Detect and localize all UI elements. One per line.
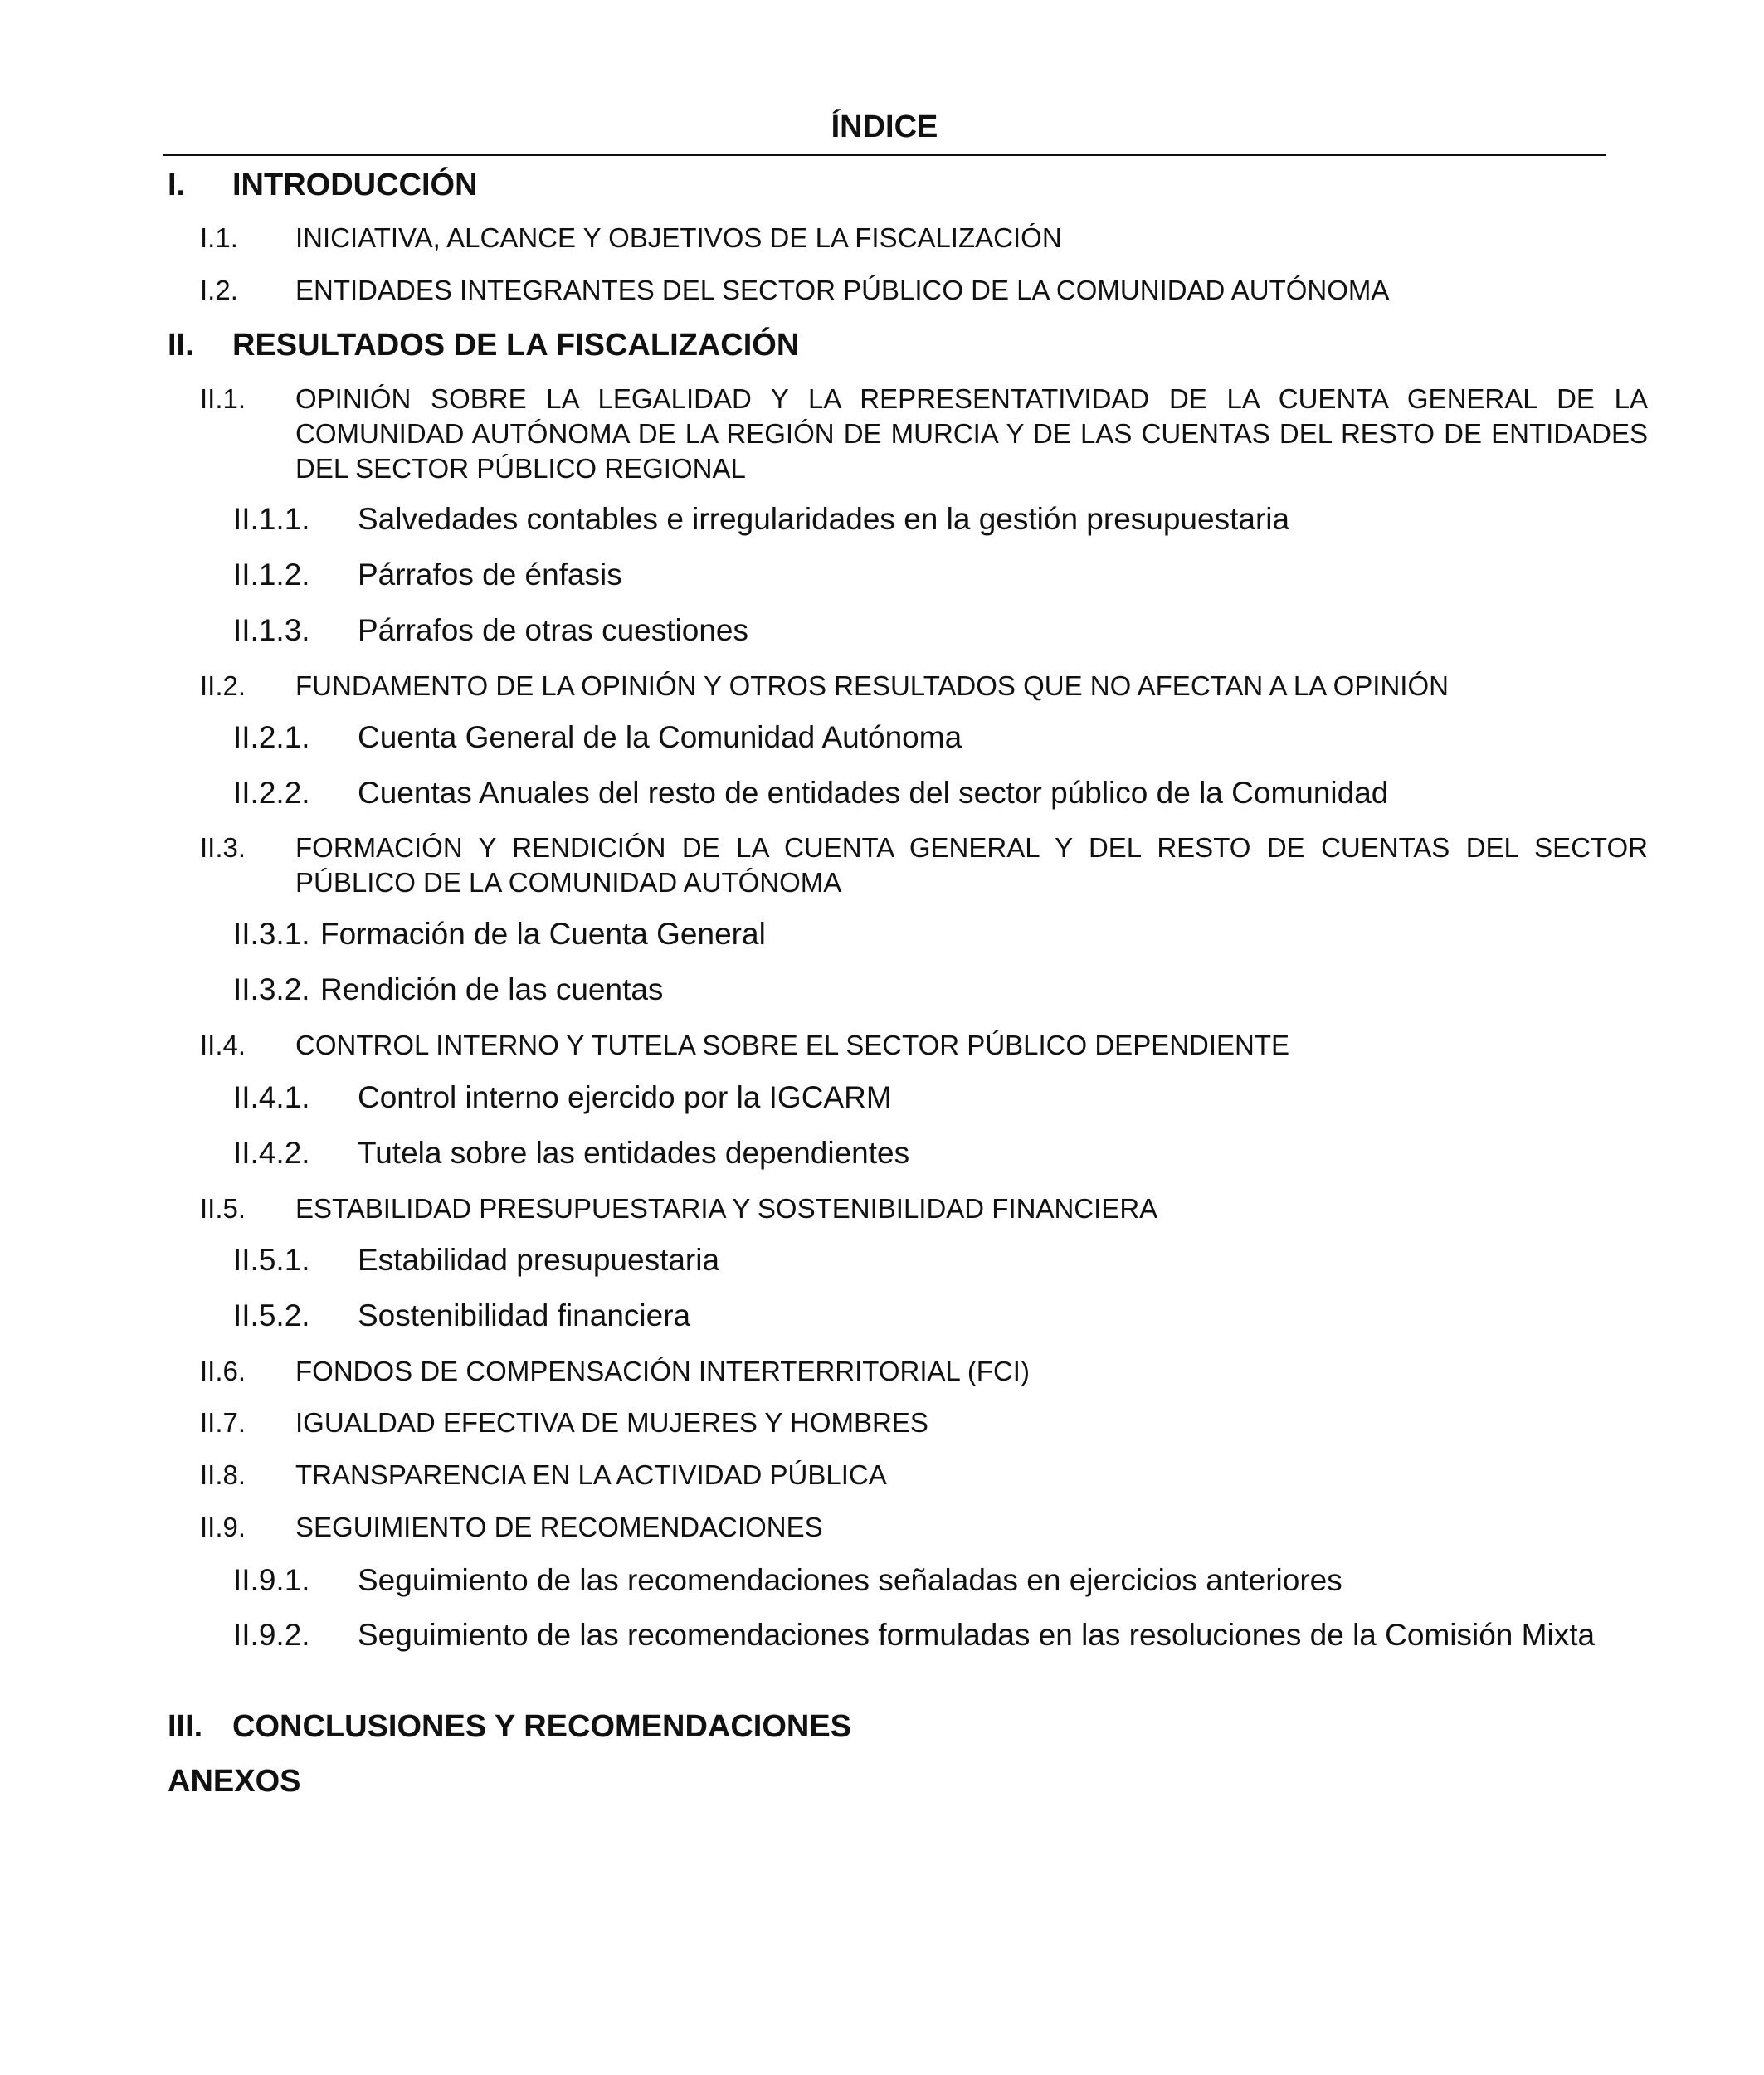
toc-entry-number: II.9.2. <box>233 1618 310 1652</box>
toc-entry-number: II.9. <box>200 1512 246 1542</box>
toc-entry-text: Párrafos de énfasis <box>358 558 622 592</box>
toc-entry-text: IGUALDAD EFECTIVA DE MUJERES Y HOMBRES <box>295 1407 928 1438</box>
toc-entry-text: Tutela sobre las entidades dependientes <box>358 1136 910 1170</box>
toc-entry-text: ENTIDADES INTEGRANTES DEL SECTOR PÚBLICO DE LA COMUNIDAD AUTÓNOMA <box>295 275 1390 305</box>
toc-entry-text: Estabilidad presupuestaria <box>358 1243 720 1277</box>
toc-entry-number: II.3.2. <box>233 972 310 1006</box>
toc-entry-text: Seguimiento de las recomendaciones señaladas en ejercicios anteriores <box>358 1563 1342 1597</box>
toc-entry-text: Párrafos de otras cuestiones <box>358 613 748 647</box>
toc-entry-number: II.1.2. <box>233 558 310 592</box>
toc-entry-number: II. <box>168 328 194 363</box>
toc-entry-number: II.3.1. <box>233 917 310 951</box>
toc-entry-text: SEGUIMIENTO DE RECOMENDACIONES <box>295 1512 823 1542</box>
toc-entry-text: CONCLUSIONES Y RECOMENDACIONES <box>232 1709 852 1744</box>
toc-entry-text: ANEXOS <box>168 1764 301 1799</box>
toc-entry-number: II.5.1. <box>233 1243 310 1277</box>
toc-entry-text: ESTABILIDAD PRESUPUESTARIA Y SOSTENIBILIDAD FINANCIERA <box>295 1193 1158 1224</box>
toc-entry-number: I.1. <box>200 222 238 253</box>
toc-entry-text: FONDOS DE COMPENSACIÓN INTERTERRITORIAL (FCI) <box>295 1356 1030 1386</box>
toc-entry-text: FORMACIÓN Y RENDICIÓN DE LA CUENTA GENERAL Y DEL RESTO DE CUENTAS DEL SECTOR PÚBLICO DE LA COMUNIDAD AUTÓNOMA <box>295 832 1648 898</box>
toc-entry-number: II.5. <box>200 1193 246 1224</box>
toc-entry-number: II.1. <box>200 383 246 414</box>
toc-entry-text: INICIATIVA, ALCANCE Y OBJETIVOS DE LA FISCALIZACIÓN <box>295 222 1062 253</box>
toc-entry-text: OPINIÓN SOBRE LA LEGALIDAD Y LA REPRESENTATIVIDAD DE LA CUENTA GENERAL DE LA COMUNIDAD AUTÓNOMA DE LA REGIÓN DE MURCIA Y DE LAS CUENTAS DEL RESTO DE ENTIDADES DEL SECTOR PÚBLICO REGIONAL <box>295 383 1648 484</box>
toc-entry-number: I.2. <box>200 275 238 305</box>
toc-entry-number: II.9.1. <box>233 1563 310 1597</box>
toc-entry-text: Cuentas Anuales del resto de entidades del sector público de la Comunidad <box>358 776 1389 810</box>
toc-entry-number: II.5.2. <box>233 1298 310 1332</box>
toc-entry-number: II.4.2. <box>233 1136 310 1170</box>
toc-entry-number: II.1.1. <box>233 502 310 536</box>
toc-entry-text: Seguimiento de las recomendaciones formuladas en las resoluciones de la Comisión Mixta <box>358 1618 1596 1652</box>
toc-entry-text: FUNDAMENTO DE LA OPINIÓN Y OTROS RESULTADOS QUE NO AFECTAN A LA OPINIÓN <box>295 670 1449 701</box>
toc-entry-number: II.2.2. <box>233 776 310 810</box>
toc-entry-number: II.2.1. <box>233 720 310 754</box>
toc-entry-text: Sostenibilidad financiera <box>358 1298 691 1332</box>
toc-entry-text: Rendición de las cuentas <box>320 972 664 1006</box>
toc-entry-number: II.4.1. <box>233 1080 310 1114</box>
toc-entry-text: RESULTADOS DE LA FISCALIZACIÓN <box>232 328 800 363</box>
toc-entry-number: II.7. <box>200 1407 246 1438</box>
toc-entry-text: Cuenta General de la Comunidad Autónoma <box>358 720 962 754</box>
toc-entry-text: CONTROL INTERNO Y TUTELA SOBRE EL SECTOR PÚBLICO DEPENDIENTE <box>295 1030 1290 1060</box>
toc-entry-number: II.3. <box>200 832 246 863</box>
toc-entry-text: TRANSPARENCIA EN LA ACTIVIDAD PÚBLICA <box>295 1459 887 1490</box>
toc-entry-number: I. <box>168 168 186 202</box>
toc-entry-text: Control interno ejercido por la IGCARM <box>358 1080 892 1114</box>
toc-entry-number: II.1.3. <box>233 613 310 647</box>
toc-entry-text: Salvedades contables e irregularidades en la gestión presupuestaria <box>358 502 1290 536</box>
toc-entry-number: II.8. <box>200 1459 246 1490</box>
toc-entry-text: Formación de la Cuenta General <box>320 917 766 951</box>
toc-entry-number: II.4. <box>200 1030 246 1060</box>
toc-entry-number: II.6. <box>200 1356 246 1386</box>
toc-entry-number: II.2. <box>200 670 246 701</box>
index-title: ÍNDICE <box>163 100 1606 156</box>
toc-entry-text: INTRODUCCIÓN <box>232 168 478 202</box>
toc-entry-number: III. <box>168 1709 203 1744</box>
